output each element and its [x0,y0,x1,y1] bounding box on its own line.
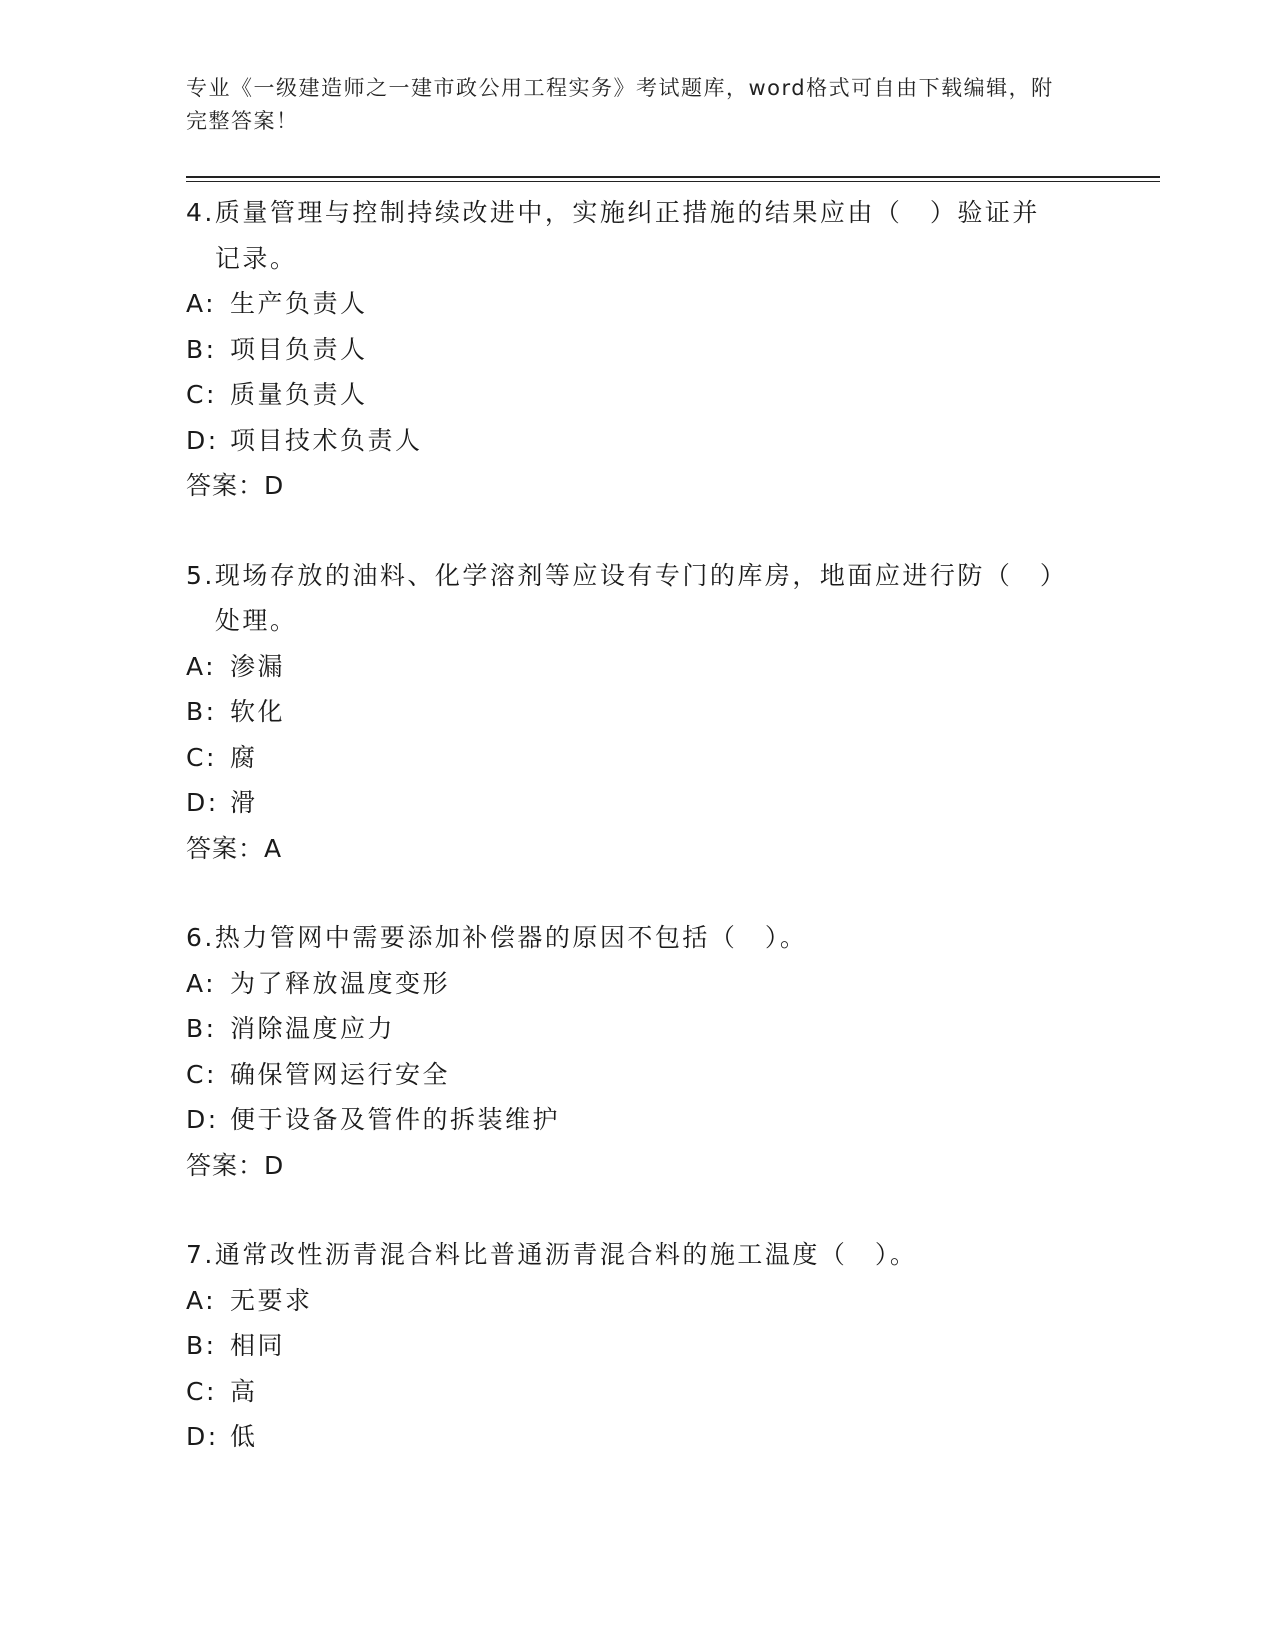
option-text: 便于设备及管件的拆装维护 [230,1105,561,1134]
question-text: 现场存放的油料、化学溶剂等应设有专门的库房，地面应进行防（ ）处理。 [214,560,1055,635]
option-text: 无要求 [230,1285,313,1315]
question-text: 通常改性沥青混合料比普通沥青混合料的施工温度（ ）。 [214,1240,918,1269]
option-b [186,327,1066,373]
option-text: 质量负责人 [230,380,368,409]
option-d [186,1414,1066,1460]
answer-line: 答案：A [186,833,283,863]
option-letter: D: [186,1105,219,1134]
document-header: 专业《一级建造师之一建市政公用工程实务》考试题库，word格式可自由下载编辑，附完整答案！ [186,76,1054,133]
question-7 [186,1232,1066,1460]
option-letter: D: [186,425,219,455]
option-d [186,418,1066,464]
option-text: 软化 [230,697,286,726]
option-a [186,1278,1066,1324]
option-c [186,1369,1066,1415]
option-text: 腐 [230,742,258,772]
question-6 [186,915,1066,1188]
option-c [186,735,1066,781]
option-c [186,372,1066,418]
option-text: 消除温度应力 [230,1014,396,1043]
option-b [186,689,1066,735]
option-text: 确保管网运行安全 [230,1059,451,1089]
option-text: 滑 [230,788,258,817]
option-letter: C: [186,1059,217,1089]
option-a [186,281,1066,327]
option-letter: A: [186,968,217,998]
option-letter: B: [186,697,217,726]
option-text: 相同 [230,1331,286,1360]
answer-line: 答案：D [186,1150,285,1180]
question-number: 6. [186,923,215,952]
question-text: 热力管网中需要添加补偿器的原因不包括（ ）。 [214,923,808,952]
option-letter: A: [186,289,217,318]
option-c [186,1052,1066,1098]
option-text: 项目技术负责人 [230,425,423,455]
question-list [186,190,1066,1504]
option-d [186,780,1066,826]
header-divider-thin [186,181,1160,182]
question-4 [186,190,1066,509]
option-letter: D: [186,788,219,817]
option-text: 渗漏 [230,651,286,681]
option-letter: B: [186,334,217,364]
question-number: 4. [186,198,215,227]
question-number: 5. [186,560,215,590]
option-text: 为了释放温度变形 [230,968,451,998]
option-letter: A: [186,651,217,681]
question-5 [186,553,1066,872]
option-text: 高 [230,1376,258,1406]
option-text: 低 [230,1422,258,1451]
option-a [186,961,1066,1007]
option-letter: D: [186,1422,219,1451]
question-text: 质量管理与控制持续改进中，实施纠正措施的结果应由（ ）验证并记录。 [214,198,1040,273]
option-letter: C: [186,1376,217,1406]
option-text: 项目负责人 [230,334,368,364]
answer-line: 答案：D [186,471,285,500]
option-a [186,644,1066,690]
option-letter: B: [186,1014,217,1043]
option-d [186,1097,1066,1143]
option-letter: C: [186,742,217,772]
option-b [186,1006,1066,1052]
option-letter: C: [186,380,217,409]
option-letter: B: [186,1331,217,1360]
question-number: 7. [186,1240,215,1269]
option-text: 生产负责人 [230,289,368,318]
option-b [186,1323,1066,1369]
header-divider-thick [186,176,1160,178]
option-letter: A: [186,1285,217,1315]
